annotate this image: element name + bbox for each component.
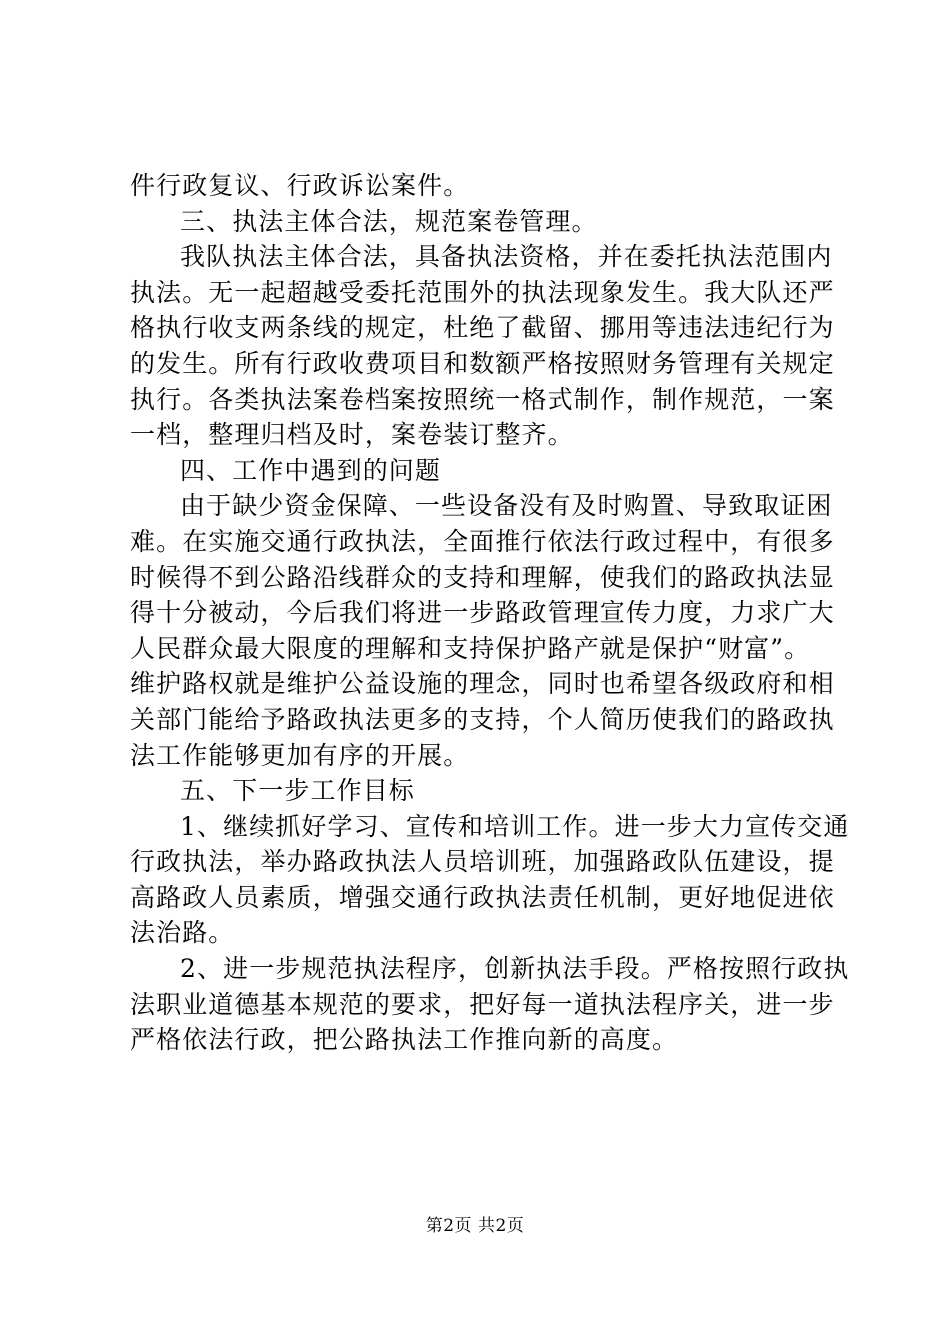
text-line: 一档，整理归档及时，案卷装订整齐。: [130, 420, 574, 450]
text-line: 的发生。所有行政收费项目和数额严格按照财务管理有关规定: [130, 348, 835, 378]
text-line: 高路政人员素质，增强交通行政执法责任机制，更好地促进依: [130, 882, 835, 912]
text-line: 执行。各类执法案卷档案按照统一格式制作，制作规范，一案: [130, 384, 835, 414]
text-line: 三、执法主体合法，规范案卷管理。: [180, 206, 598, 236]
text-line: 严格依法行政，把公路执法工作推向新的高度。: [130, 1025, 679, 1055]
text-line: 五、下一步工作目标: [180, 776, 415, 806]
text-line: 维护路权就是维护公益设施的理念，同时也希望各级政府和相: [130, 669, 835, 699]
text-line: 执法。无一起超越受委托范围外的执法现象发生。我大队还严: [130, 277, 835, 307]
text-line: 我队执法主体合法，具备执法资格，并在委托执法范围内: [180, 242, 833, 272]
text-line: 法治路。: [130, 918, 235, 948]
body-text: [130, 168, 850, 1058]
text-line: 得十分被动，今后我们将进一步路政管理宣传力度，力求广大: [130, 598, 835, 628]
text-line: 人民群众最大限度的理解和支持保护路产就是保护“财富”。: [130, 633, 811, 663]
text-line: 法职业道德基本规范的要求，把好每一道执法程序关，进一步: [130, 989, 835, 1019]
text-line: 关部门能给予路政执法更多的支持，个人简历使我们的路政执: [130, 704, 835, 734]
text-line: 2、进一步规范执法程序，创新执法手段。严格按照行政执: [180, 954, 850, 984]
text-line: 时候得不到公路沿线群众的支持和理解，使我们的路政执法显: [130, 562, 835, 592]
text-line: 件行政复议、行政诉讼案件。: [130, 171, 470, 200]
text-line: 1、继续抓好学习、宣传和培训工作。进一步大力宣传交通: [180, 811, 850, 841]
text-line: 行政执法，举办路政执法人员培训班，加强路政队伍建设，提: [130, 847, 835, 877]
page-footer: 第2页 共2页: [425, 1216, 525, 1236]
text-line: 由于缺少资金保障、一些设备没有及时购置、导致取证困: [180, 491, 833, 521]
text-line: 四、工作中遇到的问题: [180, 455, 442, 485]
text-line: 格执行收支两条线的规定，杜绝了截留、挪用等违法违纪行为: [130, 313, 835, 343]
text-line: 法工作能够更加有序的开展。: [130, 740, 470, 770]
text-line: 难。在实施交通行政执法，全面推行依法行政过程中，有很多: [130, 526, 835, 556]
